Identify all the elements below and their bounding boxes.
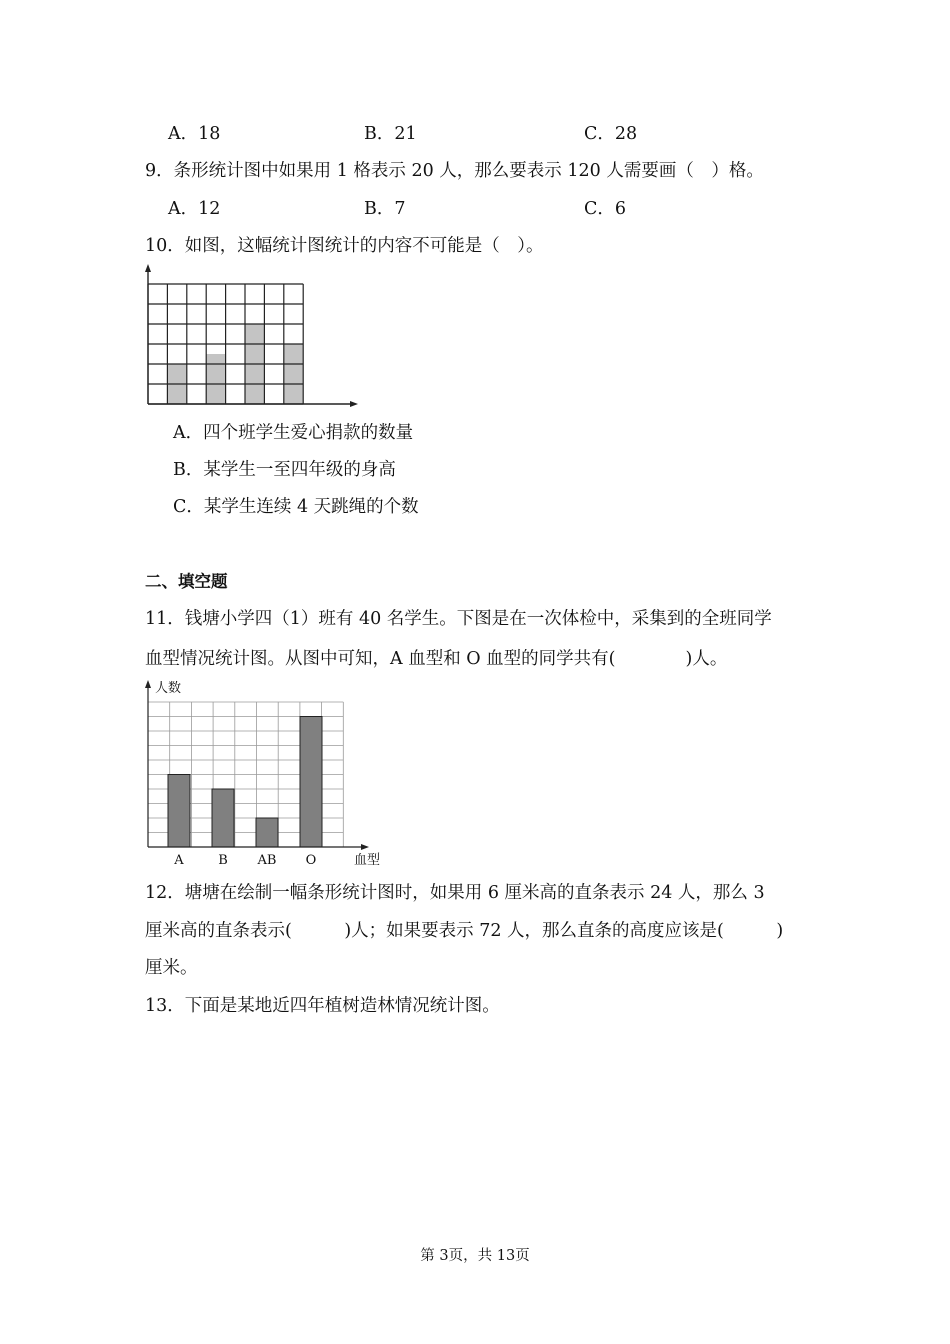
- y-axis-arrow: [145, 680, 151, 688]
- bar-o: [300, 717, 322, 848]
- q8-option-c: C．28: [584, 124, 638, 144]
- question-11-line-2: 血型情况统计图。从图中可知，A 血型和 O 血型的同学共有( )人。: [145, 649, 728, 669]
- x-axis-arrow: [350, 401, 358, 407]
- q9-option-a: A．12: [168, 199, 221, 219]
- question-12-line-3: 厘米。: [145, 958, 198, 978]
- x-tick-label: A: [174, 853, 184, 868]
- q9-option-c: C．6: [584, 199, 627, 219]
- y-axis-label: 人数: [155, 681, 182, 696]
- q10-option-a: A．四个班学生爱心捐款的数量: [173, 423, 414, 443]
- question-10: 10．如图，这幅统计图统计的内容不可能是（ ）。: [145, 236, 544, 256]
- page-footer: 第 3页，共 13页: [420, 1248, 530, 1264]
- q9-option-b: B．7: [364, 199, 406, 219]
- q8-option-a: A．18: [168, 124, 221, 144]
- q8-option-b: B．21: [364, 124, 417, 144]
- bar: [206, 354, 225, 404]
- blood-type-bar-chart: [136, 676, 388, 872]
- x-axis-label: 血型: [354, 853, 381, 868]
- bar-a: [168, 775, 190, 848]
- x-tick-label: B: [218, 853, 228, 868]
- bar-ab: [256, 818, 278, 847]
- question-11-line-1: 11．钱塘小学四（1）班有 40 名学生。下图是在一次体检中，采集到的全班同学: [145, 609, 772, 629]
- bar-b: [212, 789, 234, 847]
- y-axis-arrow: [145, 264, 151, 272]
- q10-option-c: C．某学生连续 4 天跳绳的个数: [173, 497, 419, 517]
- x-tick-label: AB: [257, 853, 277, 868]
- bar: [284, 344, 303, 404]
- question-9: 9．条形统计图中如果用 1 格表示 20 人，那么要表示 120 人需要画（ ）格。: [145, 161, 764, 181]
- q10-bar-chart: [138, 264, 360, 412]
- question-13: 13．下面是某地近四年植树造林情况统计图。: [145, 996, 500, 1016]
- section-title: 二、填空题: [145, 572, 228, 591]
- x-tick-label: O: [305, 853, 317, 868]
- question-12-line-1: 12．塘塘在绘制一幅条形统计图时，如果用 6 厘米高的直条表示 24 人，那么 3: [145, 883, 765, 903]
- question-12-line-2: 厘米高的直条表示( )人；如果要表示 72 人，那么直条的高度应该是( ): [145, 921, 784, 941]
- x-axis-arrow: [361, 844, 369, 850]
- q10-option-b: B．某学生一至四年级的身高: [173, 460, 396, 480]
